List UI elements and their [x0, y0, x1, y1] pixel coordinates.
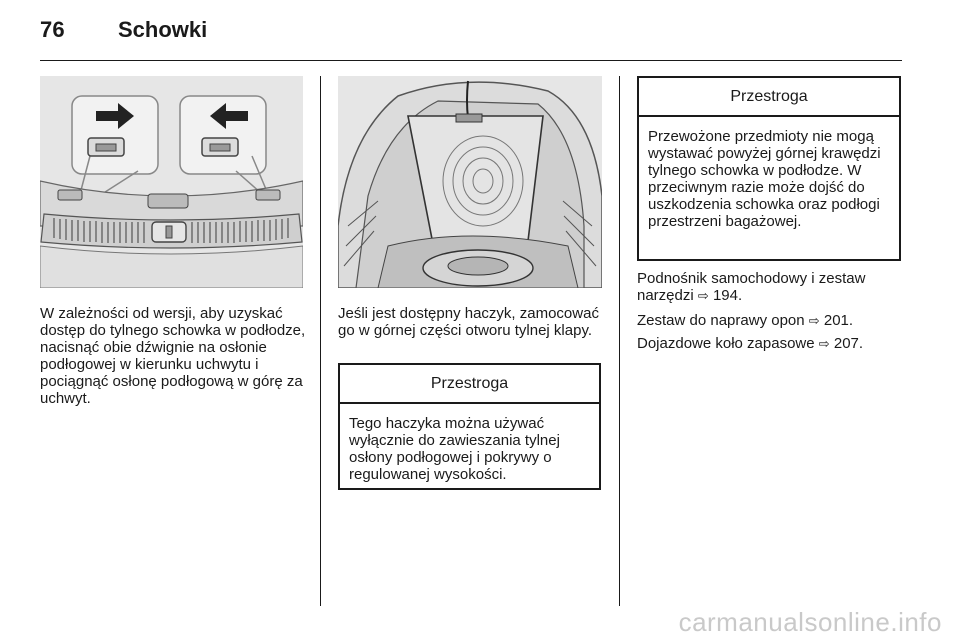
hook-paragraph: Jeśli jest dostępny haczyk, zamocować go w górnej części otworu tylnej klapy.: [338, 305, 599, 339]
watermark: carmanualsonline.info: [678, 607, 942, 637]
warning-title: Przestroga: [340, 365, 599, 404]
warning-body: Przewożone przedmioty nie mogą wystawać powyżej górnej krawędzi tylnego schowka w podłodze. W przeciwnym razie może dojść do uszkodzenia schowka oraz podłogi przestrzeni bagażowej.: [648, 128, 881, 230]
header-rule: [40, 60, 902, 61]
column-divider-left: [320, 76, 321, 606]
reference-tyre-repair-kit: Zestaw do naprawy opon ⇨ 201.: [637, 312, 854, 329]
page-ref[interactable]: 207.: [833, 335, 864, 352]
warning-title: Przestroga: [639, 78, 899, 117]
chapter-title: Schowki: [118, 17, 208, 42]
page-ref-arrow-icon: ⇨: [808, 314, 820, 329]
reference-jack-tools: Podnośnik samochodowy i zestaw narzędzi ⇨ 194.: [637, 270, 866, 304]
reference-spare-wheel: Dojazdowe koło zapasowe ⇨ 207.: [637, 335, 864, 352]
page-number: 76: [40, 17, 65, 42]
page-ref[interactable]: 194.: [712, 287, 743, 304]
page-ref[interactable]: 201.: [823, 312, 854, 329]
storage-warning-box: [637, 76, 901, 261]
page-ref-arrow-icon: ⇨: [818, 337, 830, 352]
trunk-hook-illustration: [338, 76, 602, 288]
hook-icon: [467, 81, 468, 118]
page-ref-arrow-icon: ⇨: [697, 289, 709, 304]
floor-cover-illustration: [40, 76, 303, 288]
warning-body: Tego haczyka można używać wyłącznie do zawieszania tylnej osłony podłogowej i pokrywy o regulowanej wysokości.: [349, 415, 560, 483]
column-divider-right: [619, 76, 620, 606]
hook-warning-box: [338, 363, 601, 490]
floor-access-paragraph: W zależności od wersji, aby uzyskać dostęp do tylnego schowka w podłodze, nacisnąć obie dźwignie na osłonie podłogowej w kierunku uchwytu i pociągnąć osłonę podłogową w górę za uchwyt.: [40, 305, 306, 407]
